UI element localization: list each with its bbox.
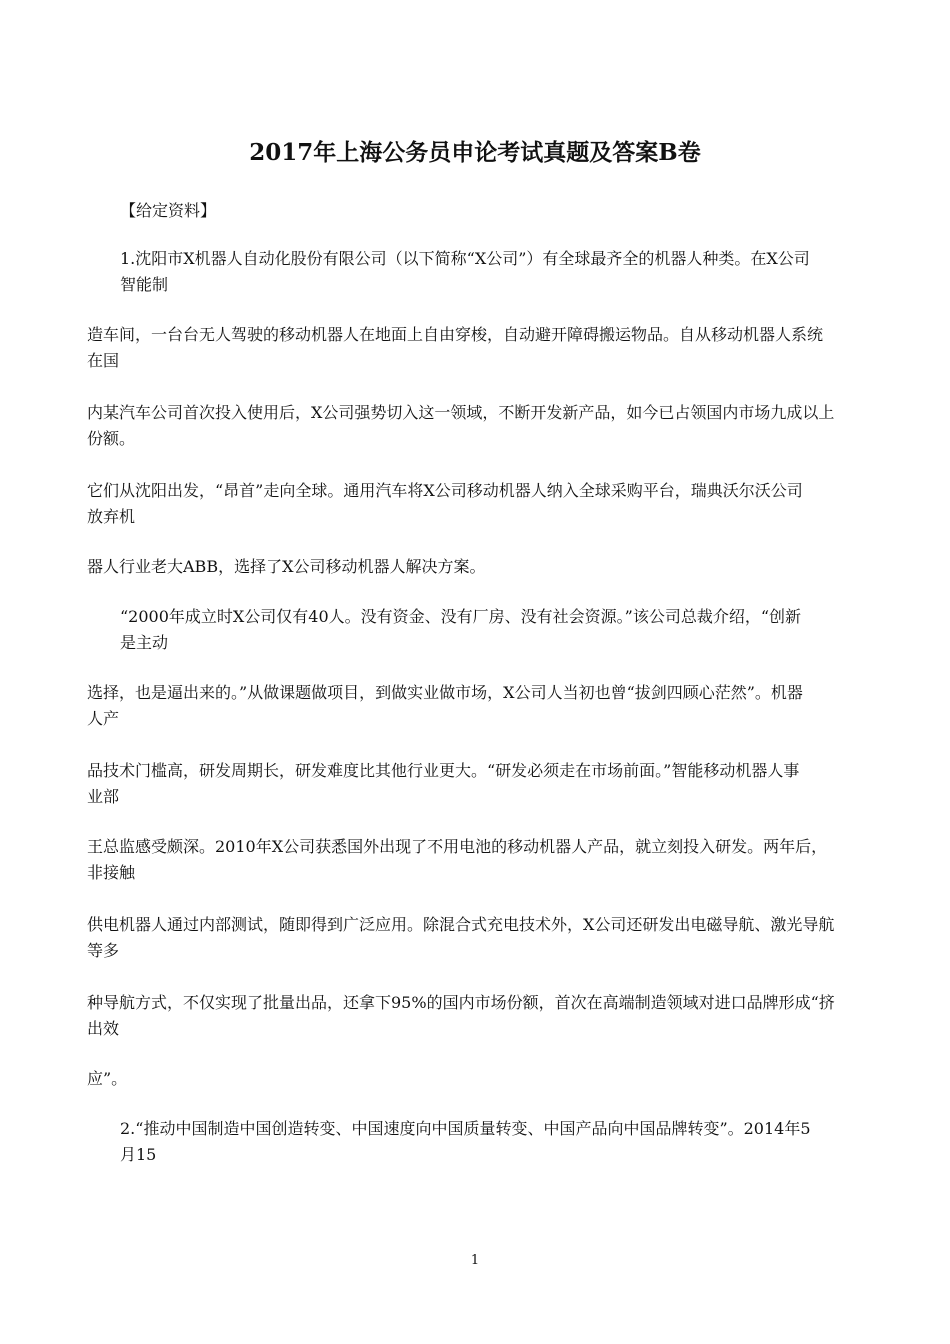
text-line: 种导航方式，不仅实现了批量出品，还拿下95%的国内市场份额，首次在高端制造领域对进口品牌形成“挤	[87, 993, 835, 1012]
text-line: 王总监感受颇深。2010年X公司获悉国外出现了不用电池的移动机器人产品，就立刻投入研发。两年后，	[87, 837, 828, 856]
text-line: 供电机器人通过内部测试，随即得到广泛应用。除混合式充电技术外，X公司还研发出电磁导航、激光导航	[87, 915, 835, 934]
text-line-wrap: 人产	[87, 709, 120, 728]
page-title: 2017年上海公务员申论考试真题及答案B卷	[249, 139, 701, 166]
page-number: 1	[470, 1253, 480, 1268]
text-line: 内某汽车公司首次投入使用后，X公司强势切入这一领域，不断开发新产品，如今已占领国内市场九成以上	[87, 403, 835, 422]
text-line-wrap: 月15	[120, 1145, 157, 1164]
text-line: “2000年成立时X公司仅有40人。没有资金、没有厂房、没有社会资源。”该公司总裁介绍，“创新	[120, 607, 802, 626]
text-line-wrap: 出效	[87, 1019, 120, 1038]
text-line: 品技术门槛高，研发周期长，研发难度比其他行业更大。“研发必须走在市场前面。”智能移动机器人事	[87, 761, 800, 780]
text-line-wrap: 等多	[87, 941, 120, 960]
text-line: 应”。	[87, 1069, 128, 1088]
section-label: 【给定资料】	[120, 201, 217, 220]
text-line: 造车间，一台台无人驾驶的移动机器人在地面上自由穿梭，自动避开障碍搬运物品。自从移动机器人系统	[87, 325, 824, 344]
text-line: 它们从沈阳出发，“昂首”走向全球。通用汽车将X公司移动机器人纳入全球采购平台，瑞典沃尔沃公司	[87, 481, 803, 500]
text-line-wrap: 份额。	[87, 429, 136, 448]
text-line-wrap: 是主动	[120, 633, 169, 652]
text-line: 选择，也是逼出来的。”从做课题做项目，到做实业做市场，X公司人当初也曾“拔剑四顾心茫然”。机器	[87, 683, 803, 702]
text-line: 2.“推动中国制造中国创造转变、中国速度向中国质量转变、中国产品向中国品牌转变”。2014年5	[120, 1119, 811, 1138]
text-line-wrap: 业部	[87, 787, 120, 806]
text-line-wrap: 放弃机	[87, 507, 136, 526]
text-line: 1.沈阳市X机器人自动化股份有限公司（以下简称“X公司”）有全球最齐全的机器人种类。在X公司	[120, 249, 810, 268]
text-line-wrap: 非接触	[87, 863, 136, 882]
text-line: 器人行业老大ABB，选择了X公司移动机器人解决方案。	[87, 557, 486, 576]
text-line-wrap: 智能制	[120, 275, 169, 294]
text-line-wrap: 在国	[87, 351, 120, 370]
